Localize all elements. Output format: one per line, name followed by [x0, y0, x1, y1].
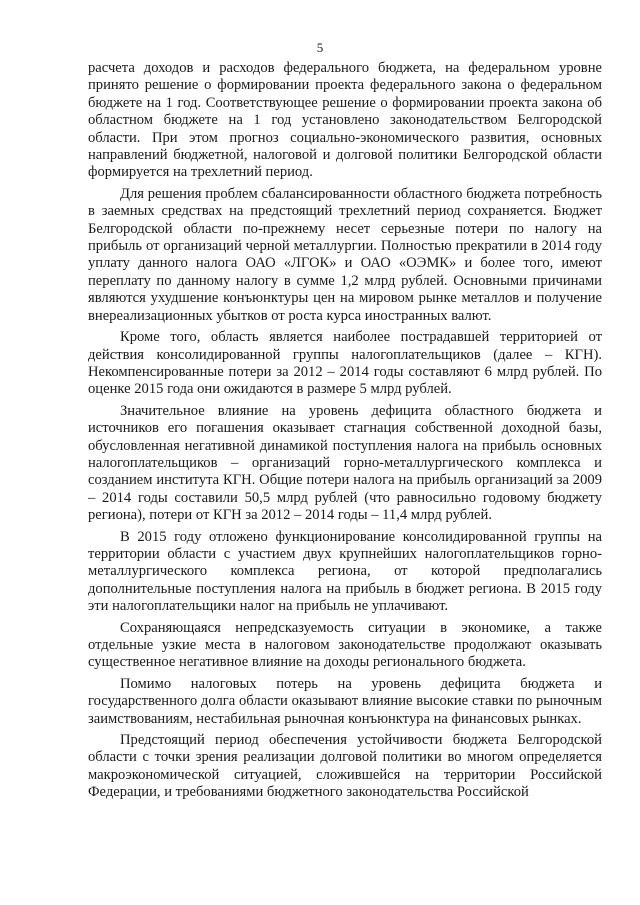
paragraph-2: Для решения проблем сбалансированности областного бюджета потребность в заемных средствах на предстоящий трехлетний период сохраняется. Бюджет Белгородской области по-прежнему несет серьезные потери по налогу на прибыль от организаций черной металлургии. Полностью прекратили в 2014 году уплату данного налога ОАО «ЛГОК» и ОАО «ОЭМК» и более того, имеют переплату по данному налогу в сумме 1,2 млрд рублей. Основными причинами являются ухудшение конъюнктуры цен на мировом рынке металлов и получение внереализационных убытков от роста курса иностранных валют.	[88, 185, 602, 324]
document-body	[88, 60, 602, 806]
paragraph-4: Значительное влияние на уровень дефицита областного бюджета и источников его погашения оказывает стагнация собственной доходной базы, обусловленная негативной динамикой поступления налога на прибыль основных налогоплательщиков – организаций горно-металлургического комплекса и созданием института КГН. Общие потери налога на прибыль организаций за 2009 – 2014 годы составили 50,5 млрд рублей (что равносильно годовому бюджету региона), потери от КГН за 2012 – 2014 годы – 11,4 млрд рублей.	[88, 402, 602, 524]
paragraph-3: Кроме того, область является наиболее пострадавшей территорией от действия консолидированной группы налогоплательщиков (далее – КГН). Некомпенсированные потери за 2012 – 2014 годы составляют 6 млрд рублей. По оценке 2015 года они ожидаются в размере 5 млрд рублей.	[88, 329, 602, 398]
paragraph-1: расчета доходов и расходов федерального бюджета, на федеральном уровне принято решение о формировании проекта федерального закона о федеральном бюджете на 1 год. Соответствующее решение о формировании проекта закона об областном бюджете на 1 год установлено законодательством Белгородской области. При этом прогноз социально-экономического развития, основных направлений бюджетной, налоговой и долговой политики Белгородской области формируется на трехлетний период.	[88, 60, 602, 181]
paragraph-7: Помимо налоговых потерь на уровень дефицита бюджета и государственного долга области оказывают влияние высокие ставки по рыночным заимствованиям, нестабильная рыночная конъюнктура на финансовых рынках.	[88, 675, 602, 727]
paragraph-6: Сохраняющаяся непредсказуемость ситуации в экономике, а также отдельные узкие места в налоговом законодательстве продолжают оказывать существенное негативное влияние на доходы регионального бюджета.	[88, 619, 602, 671]
paragraph-8: Предстоящий период обеспечения устойчивости бюджета Белгородской области с точки зрения реализации долговой политики во многом определяется макроэкономической ситуацией, сложившейся на территории Российской Федерации, и требованиями бюджетного законодательства Российской	[88, 732, 602, 801]
page-number: 5	[316, 40, 324, 55]
paragraph-5: В 2015 году отложено функционирование консолидированной группы на территории области с участием двух крупнейших налогоплательщиков горно-металлургического комплекса региона, от которой предполагались дополнительные поступления налога на прибыль в бюджет региона. В 2015 году эти налогоплательщики налог на прибыль не уплачивают.	[88, 528, 602, 615]
